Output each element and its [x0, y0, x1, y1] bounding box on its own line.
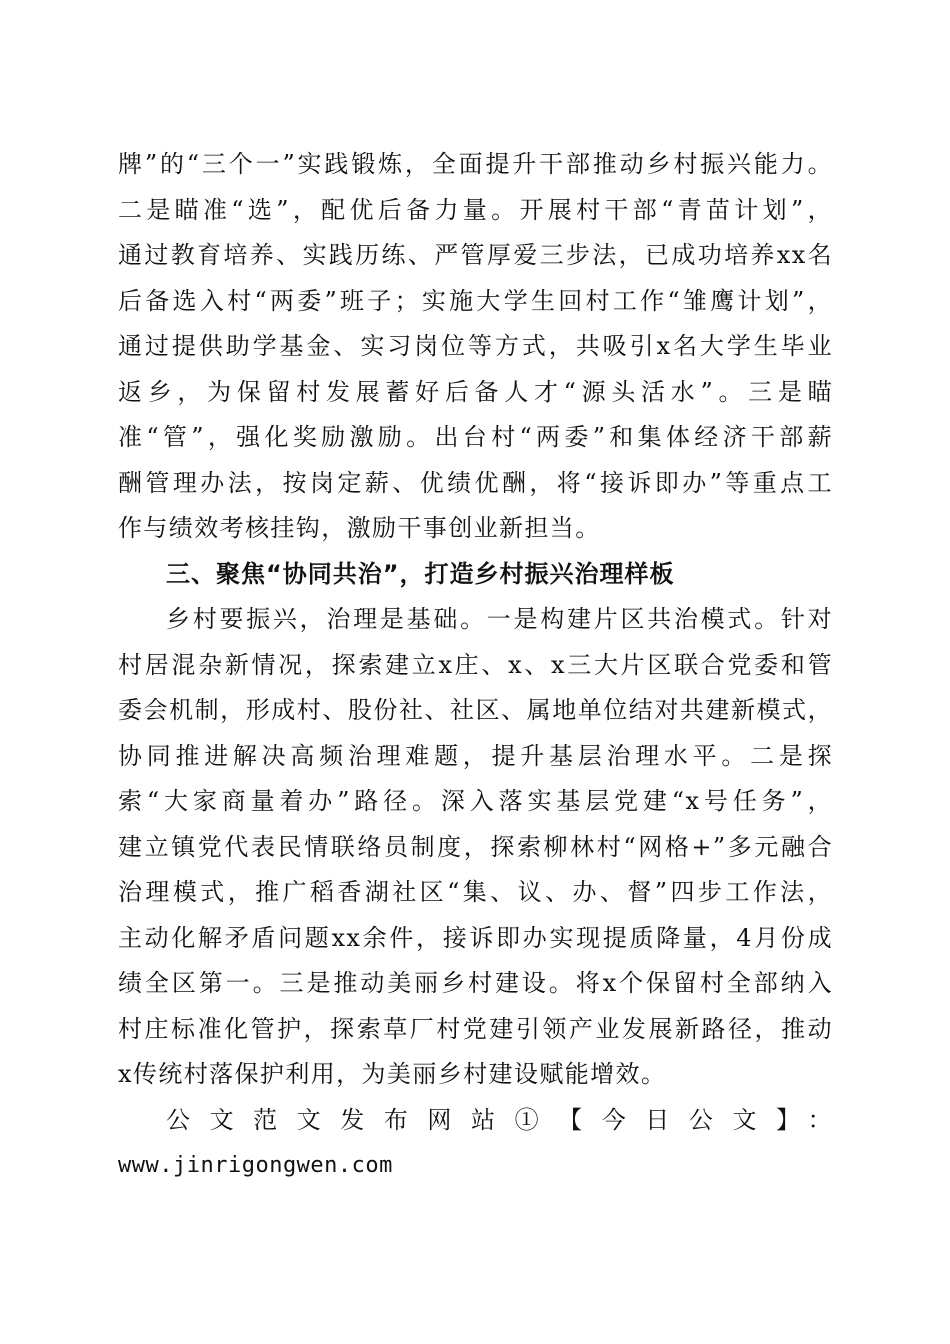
text-line: 作与绩效考核挂钩，激励干事创业新担当。 [118, 514, 601, 542]
text-line: 委会机制，形成村、股份社、社区、属地单位结对共建新模式， [118, 696, 833, 724]
text-line: 建立镇党代表民情联络员制度，探索柳林村“网格+”多元融合 [118, 832, 833, 861]
text-line: 村庄标准化管护，探索草厂村党建引领产业发展新路径，推动 [118, 1014, 833, 1043]
text-line: 后备选入村“两委”班子；实施大学生回村工作“雏鹰计划”， [118, 286, 833, 315]
text-line: 协同推进解决高频治理难题，提升基层治理水平。二是探 [118, 741, 833, 770]
source-url[interactable]: www.jinrigongwen.com [118, 1153, 393, 1178]
text-line: x传统村落保护利用，为美丽乡村建设赋能增效。 [118, 1060, 667, 1088]
text-line: 绩全区第一。三是推动美丽乡村建设。将x个保留村全部纳入 [118, 969, 833, 997]
source-line: 公文范文发布网站①【今日公文】： [166, 1105, 833, 1134]
text-line: 牌”的“三个一”实践锻炼，全面提升干部推动乡村振兴能力。 [118, 150, 833, 178]
section-heading: 三、聚焦“协同共治”，打造乡村振兴治理样板 [166, 559, 675, 588]
text-line: 乡村要振兴，治理是基础。一是构建片区共治模式。针对 [166, 605, 833, 633]
text-line: 通过提供助学基金、实习岗位等方式，共吸引x名大学生毕业 [118, 332, 833, 360]
text-line: 索“大家商量着办”路径。深入落实基层党建“x号任务”， [118, 787, 833, 815]
text-line: 治理模式，推广稻香湖社区“集、议、办、督”四步工作法， [118, 878, 833, 906]
text-line: 准“管”，强化奖励激励。出台村“两委”和集体经济干部薪 [118, 423, 833, 451]
text-line: 通过教育培养、实践历练、严管厚爱三步法，已成功培养xx名 [118, 241, 833, 269]
text-line: 主动化解矛盾问题xx余件，接诉即办实现提质降量，4月份成 [118, 923, 833, 952]
document-page [118, 142, 833, 1189]
text-line: 返乡，为保留村发展蓄好后备人才“源头活水”。三是瞄 [118, 377, 833, 406]
paragraph-governance [118, 597, 833, 1098]
text-line: 酬管理办法，按岗定薪、优绩优酬，将“接诉即办”等重点工 [118, 468, 833, 497]
text-line: 村居混杂新情况，探索建立x庄、x、x三大片区联合党委和管 [118, 650, 833, 679]
text-line: 二是瞄准“选”，配优后备力量。开展村干部“青苗计划”， [118, 195, 833, 224]
paragraph-cadre-training [118, 142, 833, 552]
